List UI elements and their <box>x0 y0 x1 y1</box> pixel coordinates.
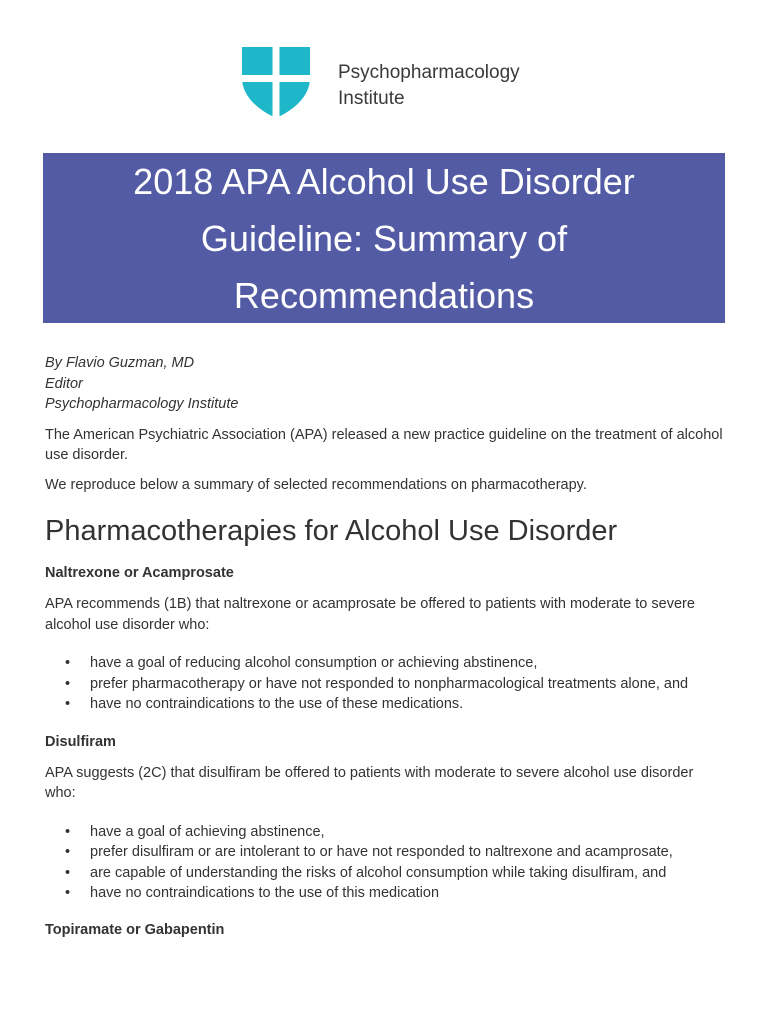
list-item: • have no contraindications to the use of this medication <box>45 883 725 904</box>
byline <box>45 353 725 415</box>
list-item: • prefer disulfiram or are intolerant to or have not responded to naltrexone and acamprosate, <box>45 842 725 863</box>
byline-author: By Flavio Guzman, MD <box>45 355 195 371</box>
logo-wordmark <box>338 60 520 112</box>
logo-line-2: Institute <box>338 88 405 109</box>
disulfiram-paragraph: APA suggests (2C) that disulfiram be offered to patients with moderate to severe alcohol use disorder who: <box>45 764 694 801</box>
logo-line-1: Psychopharmacology <box>338 62 520 83</box>
byline-role: Editor <box>45 375 83 392</box>
disulfiram-criteria-list <box>45 822 725 904</box>
bullet-icon: • <box>65 696 71 712</box>
article-body <box>45 353 725 951</box>
page-title: 2018 APA Alcohol Use Disorder Guideline: Summary of Recommendations <box>133 160 635 316</box>
naltrexone-criteria-list <box>45 653 725 715</box>
list-item: • have a goal of achieving abstinence, <box>45 822 725 843</box>
subheading-naltrexone: Naltrexone or Acamprosate <box>45 565 234 581</box>
bullet-icon: • <box>65 823 71 840</box>
bullet-icon: • <box>65 885 71 901</box>
title-banner <box>43 153 725 323</box>
list-item: • have no contraindications to the use of these medications. <box>45 694 725 715</box>
section-heading: Pharmacotherapies for Alcohol Use Disorder <box>45 515 618 547</box>
intro-paragraph-2: We reproduce below a summary of selected recommendations on pharmacotherapy. <box>45 476 587 493</box>
bullet-icon: • <box>65 655 71 671</box>
shield-cross-icon <box>238 44 314 120</box>
list-item: • are capable of understanding the risks of alcohol consumption while taking disulfiram, and <box>45 863 725 884</box>
subheading-topiramate: Topiramate or Gabapentin <box>45 921 225 938</box>
list-item: • prefer pharmacotherapy or have not responded to nonpharmacological treatments alone, and <box>45 674 725 695</box>
naltrexone-paragraph: APA recommends (1B) that naltrexone or acamprosate be offered to patients with moderate to severe alcohol use disorder who: <box>45 596 695 633</box>
institute-logo <box>238 44 538 122</box>
intro-paragraph-1: The American Psychiatric Association (APA) released a new practice guideline on the treatment of alcohol use disorder. <box>45 426 723 463</box>
bullet-icon: • <box>65 864 71 881</box>
subheading-disulfiram: Disulfiram <box>45 733 116 750</box>
list-item: • have a goal of reducing alcohol consumption or achieving abstinence, <box>45 653 725 674</box>
bullet-icon: • <box>65 844 71 860</box>
bullet-icon: • <box>65 675 71 692</box>
byline-org: Psychopharmacology Institute <box>45 396 239 412</box>
